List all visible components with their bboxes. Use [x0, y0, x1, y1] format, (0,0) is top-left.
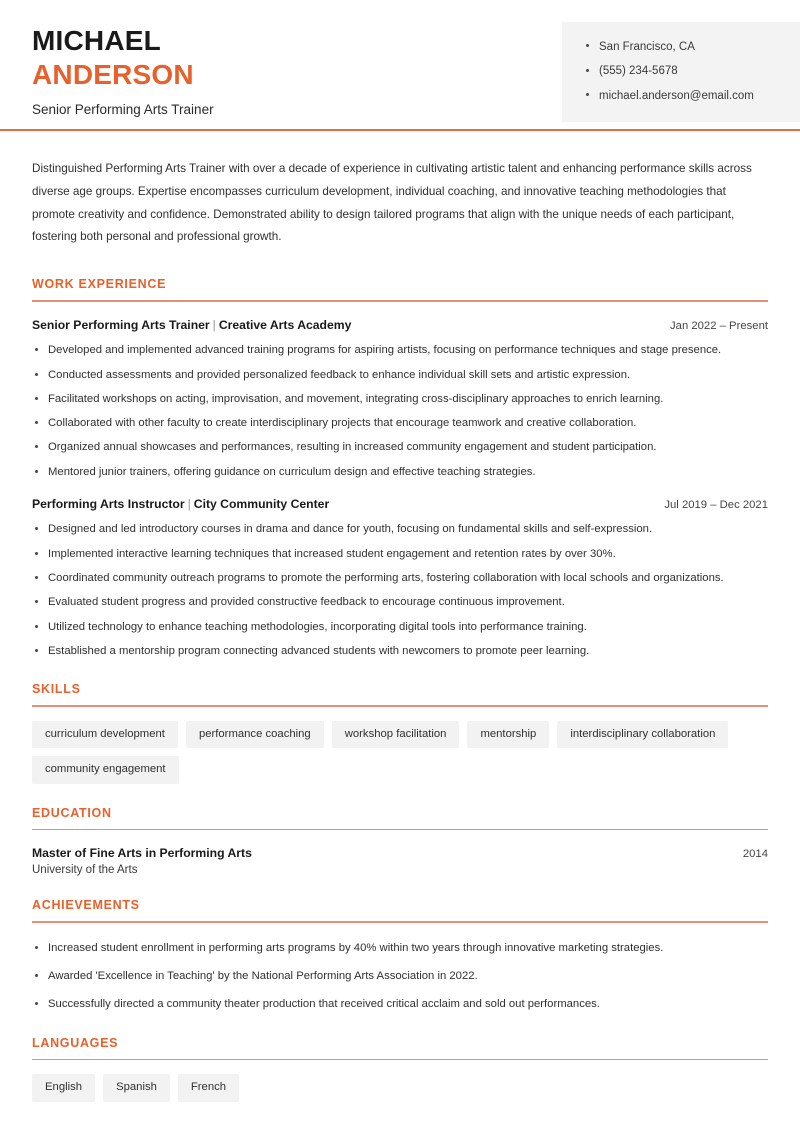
bullet-item: Implemented interactive learning techniques that increased student engagement and retention rates by over 30%.	[32, 545, 768, 563]
section-title-work-experience: WORK EXPERIENCE	[32, 277, 167, 292]
skill-tag: performance coaching	[186, 721, 324, 749]
contact-box	[562, 22, 800, 122]
bullet-item: Utilized technology to enhance teaching methodologies, incorporating digital tools into performance training.	[32, 618, 768, 636]
languages-tag-list	[32, 1074, 768, 1102]
section-title-education: EDUCATION	[32, 805, 112, 820]
experience-bullets	[32, 341, 768, 481]
section-rule	[32, 300, 768, 302]
skill-tag: interdisciplinary collaboration	[557, 721, 728, 749]
section-work-experience	[32, 277, 768, 660]
section-rule	[32, 921, 768, 923]
bullet-item: Designed and led introductory courses in drama and dance for youth, focusing on fundamental skills and self-expression.	[32, 520, 768, 538]
skill-tag: mentorship	[467, 721, 549, 749]
bullet-item: Developed and implemented advanced training programs for aspiring artists, focusing on performance techniques and stage presence.	[32, 341, 768, 359]
skill-tag: community engagement	[32, 756, 179, 784]
language-tag: English	[32, 1074, 95, 1102]
section-rule	[32, 705, 768, 707]
last-name: ANDERSON	[32, 59, 194, 91]
section-title-skills: SKILLS	[32, 682, 81, 697]
contact-location: San Francisco, CA	[586, 35, 800, 60]
section-achievements	[32, 898, 768, 1013]
education-entry	[32, 846, 768, 876]
bullet-item: Organized annual showcases and performances, resulting in increased community engagement and student participation.	[32, 438, 768, 456]
section-languages	[32, 1036, 768, 1132]
section-title-achievements: ACHIEVEMENTS	[32, 898, 140, 913]
bullet-item: Evaluated student progress and provided constructive feedback to encourage continuous improvement.	[32, 593, 768, 611]
experience-entry	[32, 317, 768, 481]
education-school: University of the Arts	[32, 864, 138, 877]
skill-tag: workshop facilitation	[332, 721, 460, 749]
identity-block	[0, 0, 214, 119]
experience-date: Jan 2022 – Present	[670, 319, 768, 332]
bullet-item: Established a mentorship program connecting advanced students with newcomers to promote peer learning.	[32, 642, 768, 660]
education-degree: Master of Fine Arts in Performing Arts	[32, 846, 252, 861]
contact-email: michael.anderson@email.com	[586, 84, 800, 109]
section-rule	[32, 1059, 768, 1061]
title-separator: |	[212, 317, 216, 332]
resume-header	[0, 0, 800, 131]
experience-role: Performing Arts Instructor	[32, 497, 185, 511]
education-year: 2014	[742, 848, 768, 861]
achievement-item: Awarded 'Excellence in Teaching' by the National Performing Arts Association in 2022.	[32, 967, 768, 985]
header-divider	[0, 129, 800, 131]
achievements-list	[32, 939, 768, 1014]
language-tag: Spanish	[103, 1074, 170, 1102]
professional-summary: Distinguished Performing Arts Trainer with over a decade of experience in cultivating artistic talent and enhancing performance skills across diverse age groups. Expertise encompasses curriculum development, individual coaching, and innovative teaching methodologies that promote creativity and confidence. Demonstrated ability to design tailored programs that align with the unique needs of each participant, fostering both personal and professional growth.	[32, 162, 752, 244]
experience-date: Jul 2019 – Dec 2021	[664, 499, 768, 511]
bullet-item: Mentored junior trainers, offering guidance on curriculum design and effective teaching strategies.	[32, 463, 768, 481]
section-title-languages: LANGUAGES	[32, 1035, 119, 1050]
language-tag: French	[178, 1074, 239, 1102]
section-education	[32, 806, 768, 877]
achievement-item: Increased student enrollment in performing arts programs by 40% within two years through innovative marketing strategies.	[32, 939, 768, 957]
bullet-item: Coordinated community outreach programs to promote the performing arts, fostering collaboration with local schools and organizations.	[32, 569, 768, 587]
section-skills	[32, 682, 768, 784]
page-title: Senior Performing Arts Trainer	[32, 102, 214, 118]
bullet-item: Facilitated workshops on acting, improvisation, and movement, integrating cross-disciplinary approaches to enrich learning.	[32, 390, 768, 408]
bullet-item: Conducted assessments and provided personalized feedback to enhance individual skill sets and artistic expression.	[32, 366, 768, 384]
section-rule	[32, 829, 768, 831]
bullet-item: Collaborated with other faculty to create interdisciplinary projects that encourage teamwork and creative collaboration.	[32, 414, 768, 432]
first-name: MICHAEL	[32, 25, 161, 56]
achievement-item: Successfully directed a community theater production that received critical acclaim and sold out performances.	[32, 995, 768, 1013]
experience-title	[32, 317, 351, 333]
skill-tag: curriculum development	[32, 721, 178, 749]
experience-entry	[32, 496, 768, 660]
experience-role: Senior Performing Arts Trainer	[32, 317, 210, 332]
skills-tag-list	[32, 721, 768, 784]
experience-company: City Community Center	[193, 497, 330, 511]
contact-phone: (555) 234-5678	[586, 60, 800, 85]
experience-company: Creative Arts Academy	[218, 317, 352, 332]
title-separator: |	[187, 497, 191, 511]
resume-body	[0, 131, 800, 1132]
experience-title	[32, 496, 329, 512]
experience-bullets	[32, 520, 768, 660]
